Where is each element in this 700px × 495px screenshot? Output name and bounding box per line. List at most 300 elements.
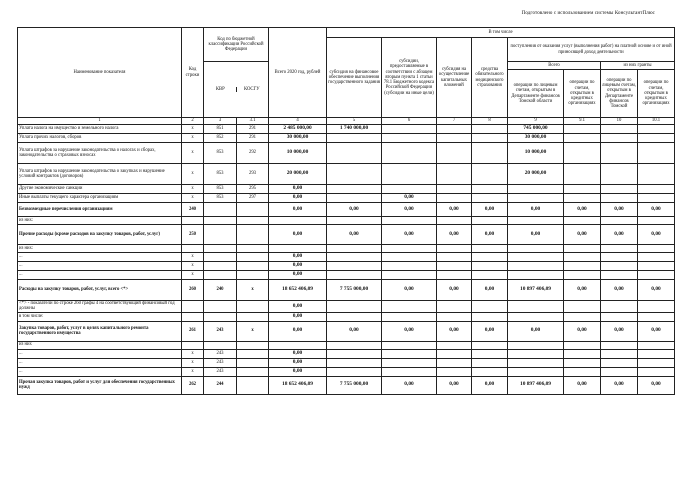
cell-kosgu — [237, 262, 269, 271]
cell-total: 0,00 — [269, 321, 327, 341]
cell-c91 — [564, 341, 601, 349]
cell-c5 — [327, 134, 382, 143]
cell-c9 — [508, 262, 564, 271]
column-number: 3.1 — [237, 118, 269, 125]
cell-kosgu — [237, 217, 269, 225]
cell-c6: 0,00 — [382, 194, 437, 203]
row-label: Уплата прочих налогов, сборов — [18, 134, 182, 143]
column-number: 5 — [327, 118, 382, 125]
cell-c5 — [327, 185, 382, 194]
cell-total: 0,00 — [269, 225, 327, 245]
row-label: из них — [18, 341, 182, 349]
cell-kvr: 244 — [204, 376, 237, 394]
cell-c6 — [382, 217, 437, 225]
cell-c9 — [508, 185, 564, 194]
cell-total: 18 652 406,09 — [269, 280, 327, 301]
cell-c9: 10 000,00 — [508, 143, 564, 164]
cell-c91 — [564, 185, 601, 194]
header-kvr-kosgu-spacer — [204, 62, 269, 118]
cell-c7 — [437, 217, 472, 225]
cell-c6 — [382, 271, 437, 280]
cell-c101 — [638, 262, 675, 271]
cell-c101 — [638, 185, 675, 194]
cell-c9 — [508, 194, 564, 203]
cell-c5: 0,00 — [327, 321, 382, 341]
row-label: Другие экономические санкции — [18, 185, 182, 194]
cell-code: x — [182, 125, 204, 134]
header-c101: операции по счетам, открытым в кредитных организациях — [638, 70, 675, 118]
cell-total: 2 485 000,00 — [269, 125, 327, 134]
cell-c10 — [601, 312, 638, 321]
cell-c101 — [638, 134, 675, 143]
cell-c8: 0,00 — [472, 225, 508, 245]
cell-kvr — [204, 203, 237, 217]
cell-c7: 0,00 — [437, 280, 472, 301]
row-label: в том числе: — [18, 312, 182, 321]
cell-c101 — [638, 143, 675, 164]
cell-kosgu — [237, 341, 269, 349]
header-row-code: Код строки — [182, 28, 204, 118]
cell-c91 — [564, 262, 601, 271]
cell-c5 — [327, 253, 382, 262]
header-c5: субсидия на финансовое обеспечение выполнения государственного задания — [327, 38, 382, 118]
cell-kvr — [204, 312, 237, 321]
cell-c10 — [601, 262, 638, 271]
cell-c5 — [327, 358, 382, 367]
cell-c5 — [327, 271, 382, 280]
cell-c7 — [437, 271, 472, 280]
cell-c9 — [508, 253, 564, 262]
cell-kvr — [204, 217, 237, 225]
column-number: 9.1 — [564, 118, 601, 125]
row-label: Уплата штрафов за нарушение законодательства о закупках и нарушение условий контрактов (договоров) — [18, 164, 182, 185]
cell-kosgu — [237, 253, 269, 262]
cell-c101 — [638, 341, 675, 349]
cell-total: 0,00 — [269, 271, 327, 280]
row-label: ... — [18, 367, 182, 376]
column-number: 7 — [437, 118, 472, 125]
header-c10: операции по лицевым счетам, открытым в Департаменте финансов Томской — [601, 70, 638, 118]
cell-c6 — [382, 185, 437, 194]
cell-c91 — [564, 245, 601, 253]
row-label: Расходы на закупку товаров, работ, услуг, всего <*> — [18, 280, 182, 301]
header-total: Всего 2020 год, рублей — [269, 28, 327, 118]
cell-c8: 0,00 — [472, 203, 508, 217]
cell-c7 — [437, 358, 472, 367]
cell-kosgu: 292 — [237, 143, 269, 164]
cell-code: x — [182, 253, 204, 262]
cell-code — [182, 217, 204, 225]
cell-c9: 0,00 — [508, 321, 564, 341]
column-number: 4 — [269, 118, 327, 125]
table-row — [18, 301, 675, 313]
cell-c5 — [327, 217, 382, 225]
table-row — [18, 185, 675, 194]
cell-code: x — [182, 164, 204, 185]
cell-c10 — [601, 341, 638, 349]
cell-c9 — [508, 367, 564, 376]
cell-c101 — [638, 217, 675, 225]
cell-c9: 745 000,00 — [508, 125, 564, 134]
cell-c7 — [437, 367, 472, 376]
cell-c6 — [382, 358, 437, 367]
cell-c101 — [638, 271, 675, 280]
cell-kvr: 240 — [204, 280, 237, 301]
cell-kosgu — [237, 203, 269, 217]
cell-c9: 10 897 406,09 — [508, 376, 564, 394]
cell-c91: 0,00 — [564, 376, 601, 394]
table-row — [18, 217, 675, 225]
cell-kosgu — [237, 225, 269, 245]
cell-code — [182, 312, 204, 321]
row-label: ... — [18, 349, 182, 358]
cell-c91: 0,00 — [564, 203, 601, 217]
cell-kvr — [204, 245, 237, 253]
cell-total: 30 000,00 — [269, 134, 327, 143]
header-c6: субсидии, предоставляемые в соответствии с абзацем вторым пункта 1 статьи 78.1 Бюджетного кодекса Российской Федерации (субсидии на иные цели) — [382, 38, 437, 118]
column-number: 3 — [204, 118, 237, 125]
row-label: ... — [18, 358, 182, 367]
cell-total: 0,00 — [269, 312, 327, 321]
cell-c101: 0,00 — [638, 376, 675, 394]
cell-c6: 0,00 — [382, 321, 437, 341]
header-including: В том числе — [327, 28, 675, 38]
cell-total: 0,00 — [269, 203, 327, 217]
cell-kvr: 243 — [204, 349, 237, 358]
cell-total: 0,00 — [269, 262, 327, 271]
column-number: 1 — [18, 118, 182, 125]
cell-c7: 0,00 — [437, 321, 472, 341]
cell-total: 10 000,00 — [269, 143, 327, 164]
row-label: ... — [18, 262, 182, 271]
cell-kosgu: x — [237, 280, 269, 301]
cell-c8 — [472, 253, 508, 262]
header-classification: Код по бюджетной классификации Российской Федерации — [204, 28, 269, 62]
table-row — [18, 376, 675, 394]
cell-c101 — [638, 312, 675, 321]
cell-c8 — [472, 271, 508, 280]
table-row — [18, 125, 675, 134]
cell-c101 — [638, 164, 675, 185]
cell-c7: 0,00 — [437, 225, 472, 245]
header-kvr: КВР — [215, 86, 225, 92]
cell-c91 — [564, 312, 601, 321]
cell-c10 — [601, 349, 638, 358]
table-row — [18, 245, 675, 253]
cell-kosgu: 293 — [237, 164, 269, 185]
cell-kvr: 853 — [204, 164, 237, 185]
cell-kvr: 243 — [204, 321, 237, 341]
row-label: из них: — [18, 217, 182, 225]
cell-c5 — [327, 143, 382, 164]
cell-c6 — [382, 341, 437, 349]
cell-c91: 0,00 — [564, 321, 601, 341]
cell-c91 — [564, 217, 601, 225]
cell-c7 — [437, 349, 472, 358]
row-label: из них: — [18, 245, 182, 253]
header-c8: средства обязательного медицинского страхования — [472, 38, 508, 118]
row-label: Прочая закупка товаров, работ и услуг для обеспечения государственных нужд — [18, 376, 182, 394]
cell-c91 — [564, 301, 601, 313]
cell-c91 — [564, 164, 601, 185]
cell-c8 — [472, 349, 508, 358]
table-row — [18, 367, 675, 376]
cell-code: x — [182, 185, 204, 194]
row-label: ... — [18, 253, 182, 262]
cell-code: x — [182, 194, 204, 203]
cell-c7 — [437, 134, 472, 143]
cell-c101 — [638, 194, 675, 203]
column-number: 9 — [508, 118, 564, 125]
cell-c8 — [472, 185, 508, 194]
row-label: Иные выплаты текущего характера организациям — [18, 194, 182, 203]
cell-c7 — [437, 301, 472, 313]
cell-c10 — [601, 185, 638, 194]
cell-kosgu: 297 — [237, 194, 269, 203]
cell-c9: 10 897 406,09 — [508, 280, 564, 301]
cell-c6: 0,00 — [382, 225, 437, 245]
cell-code: 240 — [182, 203, 204, 217]
header-c7: субсидия на осуществление капитальных вложений — [437, 38, 472, 118]
cell-c9: 0,00 — [508, 203, 564, 217]
cell-c101 — [638, 367, 675, 376]
cell-total: 0,00 — [269, 349, 327, 358]
cell-c8 — [472, 312, 508, 321]
cell-kosgu: 291 — [237, 134, 269, 143]
cell-c7 — [437, 194, 472, 203]
cell-c101 — [638, 125, 675, 134]
cell-total: 0,00 — [269, 358, 327, 367]
cell-kosgu — [237, 367, 269, 376]
cell-c9 — [508, 245, 564, 253]
header-note: Подготовлено с использованием системы КонсультантПлюс — [521, 11, 655, 16]
cell-total: 18 652 406,09 — [269, 376, 327, 394]
cell-c101 — [638, 349, 675, 358]
cell-c9 — [508, 341, 564, 349]
cell-kvr — [204, 253, 237, 262]
cell-c101 — [638, 301, 675, 313]
column-number: 8 — [472, 118, 508, 125]
cell-c5: 0,00 — [327, 203, 382, 217]
table-row — [18, 271, 675, 280]
cell-kvr: 853 — [204, 185, 237, 194]
cell-kvr: 851 — [204, 125, 237, 134]
cell-c91 — [564, 367, 601, 376]
header-kosgu: КОСГУ — [236, 87, 268, 92]
cell-code: 260 — [182, 280, 204, 301]
cell-c101 — [638, 253, 675, 262]
cell-total — [269, 217, 327, 225]
cell-c5 — [327, 301, 382, 313]
cell-c5 — [327, 262, 382, 271]
cell-total: 0,00 — [269, 185, 327, 194]
cell-c10 — [601, 367, 638, 376]
table-row — [18, 164, 675, 185]
column-number: 10.1 — [638, 118, 675, 125]
cell-c10 — [601, 253, 638, 262]
cell-total: 0,00 — [269, 194, 327, 203]
cell-code — [182, 341, 204, 349]
cell-c10: 0,00 — [601, 280, 638, 301]
cell-c8 — [472, 125, 508, 134]
cell-kosgu — [237, 312, 269, 321]
cell-c8 — [472, 164, 508, 185]
column-number: 2 — [182, 118, 204, 125]
cell-total: 0,00 — [269, 253, 327, 262]
cell-c8: 0,00 — [472, 321, 508, 341]
cell-c10 — [601, 125, 638, 134]
cell-c5: 7 755 000,00 — [327, 280, 382, 301]
cell-code: x — [182, 134, 204, 143]
cell-c10 — [601, 143, 638, 164]
cell-c5: 1 740 000,00 — [327, 125, 382, 134]
cell-kvr — [204, 262, 237, 271]
cell-code — [182, 245, 204, 253]
cell-c9: 20 000,00 — [508, 164, 564, 185]
cell-c9 — [508, 301, 564, 313]
row-label: Закупка товаров, работ, услуг в целях капитального ремонта государственного имущества — [18, 321, 182, 341]
cell-c6 — [382, 245, 437, 253]
cell-c5 — [327, 245, 382, 253]
cell-c9: 0,00 — [508, 225, 564, 245]
cell-c7 — [437, 164, 472, 185]
cell-c7 — [437, 125, 472, 134]
cell-c8: 0,00 — [472, 376, 508, 394]
cell-kosgu — [237, 376, 269, 394]
cell-c91 — [564, 349, 601, 358]
cell-c6: 0,00 — [382, 376, 437, 394]
cell-c6: 0,00 — [382, 280, 437, 301]
table-row — [18, 321, 675, 341]
cell-c6: 0,00 — [382, 203, 437, 217]
table-row — [18, 194, 675, 203]
cell-c8 — [472, 262, 508, 271]
cell-c101: 0,00 — [638, 225, 675, 245]
cell-kvr — [204, 301, 237, 313]
cell-c10 — [601, 194, 638, 203]
cell-c6 — [382, 143, 437, 164]
row-label: Прочие расходы (кроме расходов на закупку товаров, работ, услуг) — [18, 225, 182, 245]
cell-code: x — [182, 143, 204, 164]
table-row — [18, 203, 675, 217]
cell-c10: 0,00 — [601, 203, 638, 217]
cell-c8 — [472, 143, 508, 164]
cell-c8 — [472, 367, 508, 376]
cell-code: 250 — [182, 225, 204, 245]
cell-c6 — [382, 253, 437, 262]
cell-c10: 0,00 — [601, 376, 638, 394]
cell-c9 — [508, 312, 564, 321]
cell-c10: 0,00 — [601, 225, 638, 245]
cell-c10 — [601, 217, 638, 225]
cell-kvr — [204, 271, 237, 280]
cell-c101: 0,00 — [638, 321, 675, 341]
cell-code: x — [182, 262, 204, 271]
cell-c91 — [564, 143, 601, 164]
cell-c8: 0,00 — [472, 280, 508, 301]
table-row — [18, 143, 675, 164]
table-row — [18, 312, 675, 321]
row-label: Уплата налога на имущество и земельного налога — [18, 125, 182, 134]
cell-total: 20 000,00 — [269, 164, 327, 185]
cell-c91 — [564, 134, 601, 143]
cell-c6 — [382, 134, 437, 143]
header-c91: операции по счетам, открытым в кредитных организациях — [564, 70, 601, 118]
table-row — [18, 253, 675, 262]
plan-table-frame — [17, 27, 670, 395]
cell-c5: 0,00 — [327, 225, 382, 245]
cell-kvr — [204, 341, 237, 349]
cell-c91 — [564, 271, 601, 280]
cell-c7 — [437, 143, 472, 164]
table-row — [18, 349, 675, 358]
cell-c7 — [437, 262, 472, 271]
cell-c10 — [601, 271, 638, 280]
cell-kosgu: x — [237, 321, 269, 341]
cell-code: x — [182, 271, 204, 280]
cell-c8 — [472, 134, 508, 143]
cell-c7 — [437, 185, 472, 194]
cell-c101: 0,00 — [638, 280, 675, 301]
cell-c10: 0,00 — [601, 321, 638, 341]
cell-kosgu — [237, 271, 269, 280]
cell-c6 — [382, 125, 437, 134]
cell-c7 — [437, 253, 472, 262]
cell-total — [269, 341, 327, 349]
cell-kvr: 852 — [204, 134, 237, 143]
cell-c6 — [382, 164, 437, 185]
cell-c8 — [472, 341, 508, 349]
cell-kvr: 243 — [204, 358, 237, 367]
cell-kosgu — [237, 358, 269, 367]
cell-c91 — [564, 194, 601, 203]
column-number-row — [18, 118, 675, 125]
cell-c5: 7 755 000,00 — [327, 376, 382, 394]
table-row — [18, 280, 675, 301]
cell-c7 — [437, 245, 472, 253]
cell-total: 0,00 — [269, 367, 327, 376]
cell-c5 — [327, 194, 382, 203]
row-label: ... — [18, 271, 182, 280]
cell-c9 — [508, 358, 564, 367]
cell-kosgu — [237, 301, 269, 313]
cell-kvr: 853 — [204, 194, 237, 203]
cell-c5 — [327, 312, 382, 321]
header-paid-total: Всего — [508, 62, 601, 70]
table-row — [18, 134, 675, 143]
cell-c5 — [327, 164, 382, 185]
cell-c5 — [327, 349, 382, 358]
cell-c8 — [472, 245, 508, 253]
cell-c91 — [564, 253, 601, 262]
cell-c91 — [564, 125, 601, 134]
cell-c6 — [382, 349, 437, 358]
cell-total: 0,00 — [269, 301, 327, 313]
header-paid-grants: из них гранты — [601, 62, 675, 70]
header-c9: операции по лицевым счетам, открытым в Департаменте финансов Томской области — [508, 70, 564, 118]
column-number: 6 — [382, 118, 437, 125]
table-row — [18, 225, 675, 245]
cell-c6 — [382, 367, 437, 376]
cell-c101 — [638, 358, 675, 367]
cell-c7: 0,00 — [437, 203, 472, 217]
cell-c91: 0,00 — [564, 225, 601, 245]
cell-c91: 0,00 — [564, 280, 601, 301]
table-row — [18, 262, 675, 271]
table-row — [18, 358, 675, 367]
cell-c91 — [564, 358, 601, 367]
cell-kvr — [204, 225, 237, 245]
